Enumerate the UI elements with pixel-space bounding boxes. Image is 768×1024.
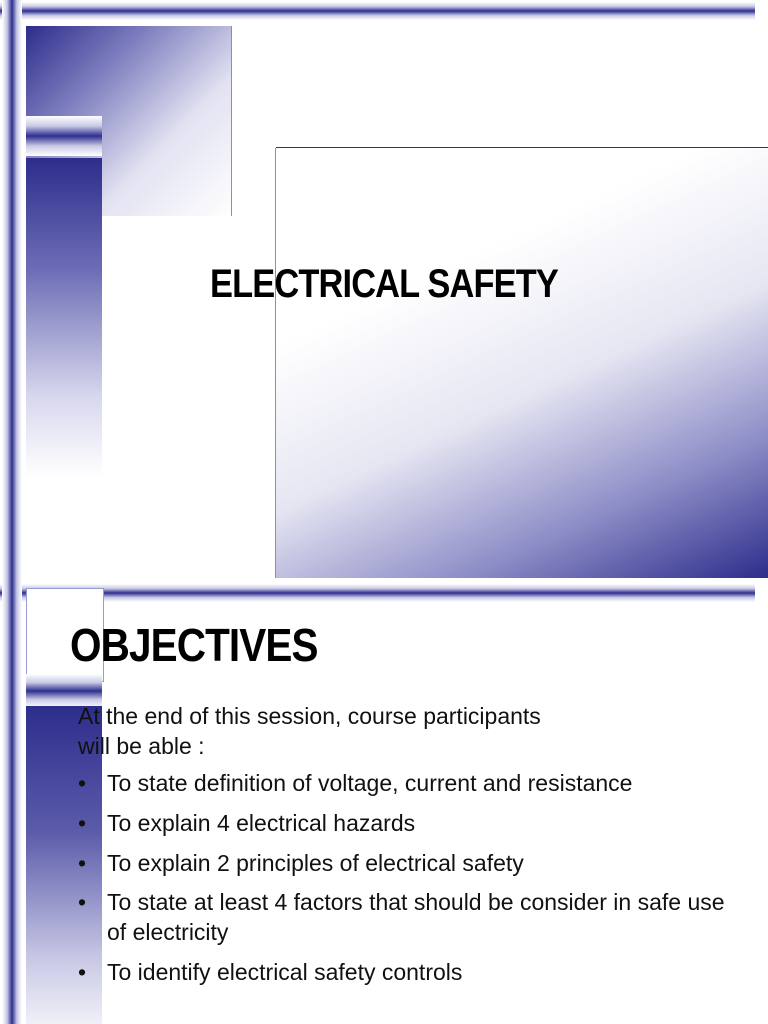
left-border-stripe <box>2 578 22 1024</box>
right-gradient-panel <box>276 148 768 578</box>
list-item <box>78 769 728 799</box>
list-item <box>78 849 728 879</box>
small-stripe <box>26 116 102 156</box>
top-border-stripe <box>0 584 755 602</box>
divider-line <box>276 147 768 148</box>
divider-line <box>275 148 276 578</box>
sidebar-gradient <box>26 158 102 478</box>
divider-line <box>231 26 232 216</box>
bullet-icon: • <box>78 889 87 916</box>
intro-line-1: At the end of this session, course participants <box>78 703 541 729</box>
list-item-text: To explain 4 electrical hazards <box>107 809 416 836</box>
list-item <box>78 888 728 948</box>
bullet-icon: • <box>78 809 87 836</box>
bullet-icon: • <box>78 959 87 986</box>
top-border-stripe <box>0 2 755 20</box>
bullet-icon: • <box>78 849 87 876</box>
objectives-slide <box>0 578 768 1024</box>
slide-title: ELECTRICAL SAFETY <box>210 262 558 306</box>
left-border-stripe <box>2 0 22 578</box>
intro-line-2: will be able : <box>78 732 205 759</box>
list-item-text: To explain 2 principles of electrical safety <box>107 849 524 876</box>
list-item-text: To state at least 4 factors that should be consider in safe use of electricity <box>107 889 725 946</box>
list-item-text: To state definition of voltage, current and resistance <box>107 769 633 796</box>
objectives-list <box>78 769 728 988</box>
list-item-text: To identify electrical safety controls <box>107 959 463 986</box>
slide-heading: OBJECTIVES <box>70 619 318 671</box>
bullet-icon: • <box>78 769 87 796</box>
intro-text <box>78 702 728 762</box>
list-item <box>78 958 728 988</box>
list-item <box>78 809 728 839</box>
objectives-body <box>78 702 728 998</box>
